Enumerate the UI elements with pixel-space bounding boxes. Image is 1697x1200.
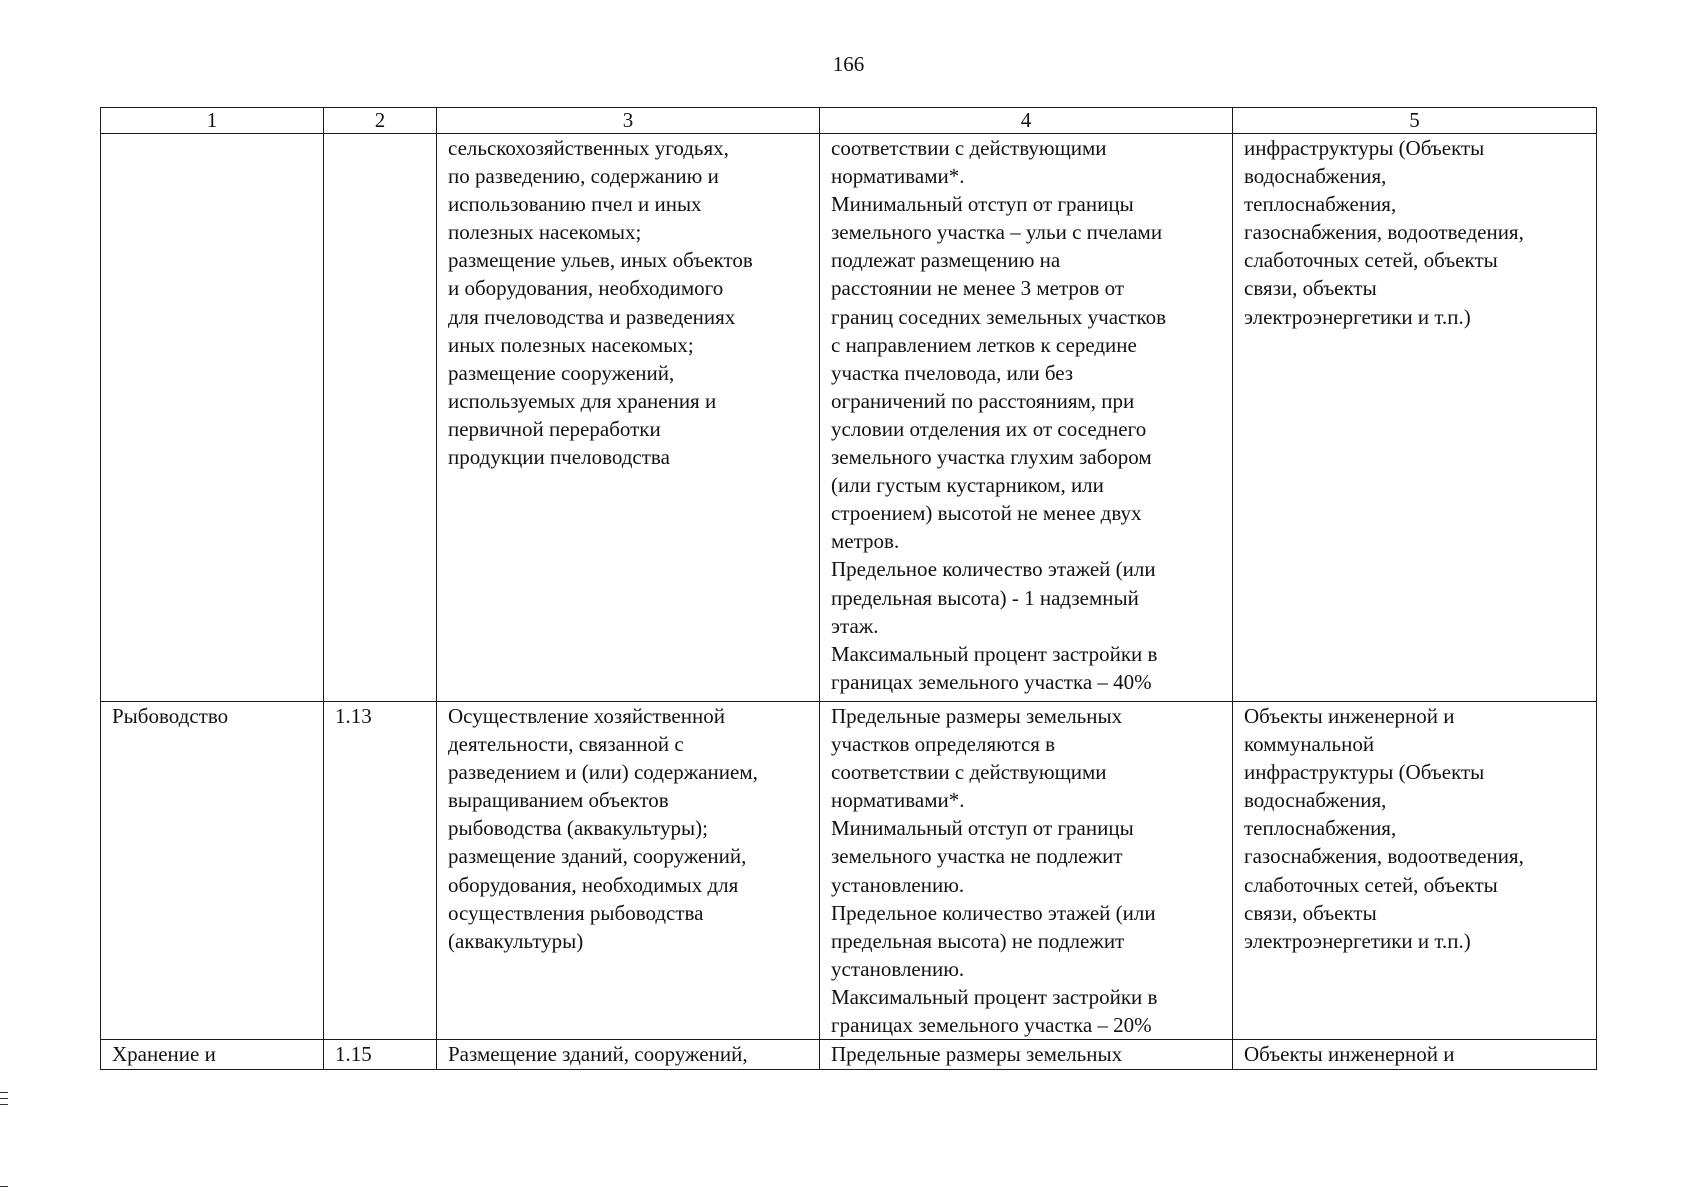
cell-text-line: нормативами*. bbox=[831, 788, 965, 813]
cell-text-line: осуществления рыбоводства bbox=[448, 900, 704, 925]
use-name-cell: Хранение и bbox=[101, 1040, 324, 1070]
cell-text-line: предельная высота) - 1 надземный bbox=[831, 585, 1139, 610]
header-cell-2: 2 bbox=[324, 108, 437, 134]
cell-text-line: Минимальный отступ от границы bbox=[831, 192, 1134, 217]
cell-text-line: по разведению, содержанию и bbox=[448, 164, 719, 189]
cell-text-line: предельная высота) не подлежит bbox=[831, 928, 1125, 953]
table-row bbox=[101, 1040, 1597, 1070]
cell-text-line: слаботочных сетей, объекты bbox=[1244, 248, 1498, 273]
cell-text-line: земельного участка – ульи с пчелами bbox=[831, 220, 1163, 245]
cell-text-line: Осуществление хозяйственной bbox=[448, 704, 725, 728]
parameters-cell bbox=[820, 1040, 1233, 1070]
cell-text-line: строением) высотой не менее двух bbox=[831, 501, 1142, 526]
cell-text-line: электроэнергетики и т.п.) bbox=[1244, 304, 1471, 329]
description-cell bbox=[437, 702, 820, 1040]
cell-text-line: участков определяются в bbox=[831, 732, 1056, 757]
cell-text-line: Предельное количество этажей (или bbox=[831, 557, 1156, 582]
cell-text-line: Предельные размеры земельных bbox=[831, 1042, 1123, 1067]
cell-text-line: теплоснабжения, bbox=[1244, 192, 1397, 217]
cell-text-line: использованию пчел и иных bbox=[448, 192, 702, 217]
cell-text-line: метров. bbox=[831, 529, 900, 554]
header-cell-4: 4 bbox=[820, 108, 1233, 134]
use-code-cell: 1.13 bbox=[324, 702, 437, 1040]
cell-text-line: земельного участка глухим забором bbox=[831, 445, 1152, 470]
description-cell bbox=[437, 1040, 820, 1070]
cell-text-line: электроэнергетики и т.п.) bbox=[1244, 928, 1471, 953]
cell-text-line: соответствии с действующими bbox=[831, 136, 1107, 160]
cell-text-line: слаботочных сетей, объекты bbox=[1244, 872, 1498, 897]
cell-text-line: нормативами*. bbox=[831, 164, 965, 189]
cell-text-line: оборудования, необходимых для bbox=[448, 872, 739, 897]
cell-text-line: Размещение зданий, сооружений, bbox=[448, 1042, 748, 1067]
use-code-cell bbox=[324, 134, 437, 702]
cell-text-line: размещение сооружений, bbox=[448, 360, 675, 385]
cell-text-line: рыбоводства (аквакультуры); bbox=[448, 816, 708, 841]
cell-text-line: (или густым кустарником, или bbox=[831, 473, 1104, 498]
auxiliary-uses-cell bbox=[1233, 702, 1597, 1040]
cell-text-line: используемых для хранения и bbox=[448, 388, 717, 413]
land-use-table bbox=[100, 107, 1597, 1070]
auxiliary-uses-cell bbox=[1233, 134, 1597, 702]
cell-text-line: связи, объекты bbox=[1244, 900, 1377, 925]
cell-text-line: с направлением летков к середине bbox=[831, 332, 1137, 357]
table-row bbox=[101, 134, 1597, 702]
margin-mark bbox=[0, 1098, 8, 1099]
cell-text-line: участка пчеловода, или без bbox=[831, 360, 1074, 385]
cell-text-line: установлению. bbox=[831, 872, 965, 897]
cell-text-line: Предельное количество этажей (или bbox=[831, 900, 1156, 925]
cell-text-line: размещение ульев, иных объектов bbox=[448, 248, 753, 273]
cell-text-line: границ соседних земельных участков bbox=[831, 304, 1167, 329]
page-number: 166 bbox=[832, 52, 865, 76]
header-cell-1: 1 bbox=[101, 108, 324, 134]
header-row bbox=[101, 108, 1597, 134]
cell-text-line: газоснабжения, водоотведения, bbox=[1244, 220, 1524, 245]
cell-text-line: соответствии с действующими bbox=[831, 760, 1107, 785]
cell-text-line: (аквакультуры) bbox=[448, 928, 584, 953]
table-row bbox=[101, 702, 1597, 1040]
cell-text-line: инфраструктуры (Объекты bbox=[1244, 136, 1485, 160]
cell-text-line: водоснабжения, bbox=[1244, 164, 1387, 189]
cell-text-line: размещение зданий, сооружений, bbox=[448, 844, 747, 869]
cell-text-line: инфраструктуры (Объекты bbox=[1244, 760, 1485, 785]
cell-text-line: полезных насекомых; bbox=[448, 220, 642, 245]
cell-text-line: Максимальный процент застройки в bbox=[831, 641, 1158, 666]
parameters-cell bbox=[820, 702, 1233, 1040]
cell-text-line: Объекты инженерной и bbox=[1244, 704, 1455, 728]
cell-text-line: границах земельного участка – 40% bbox=[831, 669, 1152, 694]
cell-text-line: деятельности, связанной с bbox=[448, 732, 684, 757]
cell-text-line: установлению. bbox=[831, 956, 965, 981]
margin-mark bbox=[0, 1092, 8, 1093]
cell-text-line: водоснабжения, bbox=[1244, 788, 1387, 813]
cell-text-line: Объекты инженерной и bbox=[1244, 1042, 1455, 1067]
cell-text-line: продукции пчеловодства bbox=[448, 445, 670, 470]
use-code-cell: 1.15 bbox=[324, 1040, 437, 1070]
cell-text-line: иных полезных насекомых; bbox=[448, 332, 694, 357]
use-name-cell bbox=[101, 134, 324, 702]
cell-text-line: связи, объекты bbox=[1244, 276, 1377, 301]
cell-text-line: этаж. bbox=[831, 613, 879, 638]
use-name-cell: Рыбоводство bbox=[101, 702, 324, 1040]
cell-text-line: для пчеловодства и разведениях bbox=[448, 304, 736, 329]
header-cell-3: 3 bbox=[437, 108, 820, 134]
cell-text-line: коммунальной bbox=[1244, 732, 1375, 757]
margin-mark bbox=[0, 1104, 8, 1105]
cell-text-line: условии отделения их от соседнего bbox=[831, 416, 1147, 441]
cell-text-line: газоснабжения, водоотведения, bbox=[1244, 844, 1524, 869]
auxiliary-uses-cell bbox=[1233, 1040, 1597, 1070]
cell-text-line: сельскохозяйственных угодьях, bbox=[448, 136, 729, 160]
cell-text-line: разведением и (или) содержанием, bbox=[448, 760, 758, 785]
cell-text-line: теплоснабжения, bbox=[1244, 816, 1397, 841]
cell-text-line: границах земельного участка – 20% bbox=[831, 1013, 1152, 1038]
header-cell-5: 5 bbox=[1233, 108, 1597, 134]
cell-text-line: Минимальный отступ от границы bbox=[831, 816, 1134, 841]
margin-mark bbox=[0, 1186, 8, 1187]
cell-text-line: Максимальный процент застройки в bbox=[831, 984, 1158, 1009]
cell-text-line: первичной переработки bbox=[448, 416, 661, 441]
parameters-cell bbox=[820, 134, 1233, 702]
cell-text-line: и оборудования, необходимого bbox=[448, 276, 724, 301]
cell-text-line: расстоянии не менее 3 метров от bbox=[831, 276, 1124, 301]
cell-text-line: земельного участка не подлежит bbox=[831, 844, 1123, 869]
cell-text-line: подлежат размещению на bbox=[831, 248, 1061, 273]
cell-text-line: ограничений по расстояниям, при bbox=[831, 388, 1135, 413]
cell-text-line: Предельные размеры земельных bbox=[831, 704, 1123, 728]
description-cell bbox=[437, 134, 820, 702]
cell-text-line: выращиванием объектов bbox=[448, 788, 669, 813]
